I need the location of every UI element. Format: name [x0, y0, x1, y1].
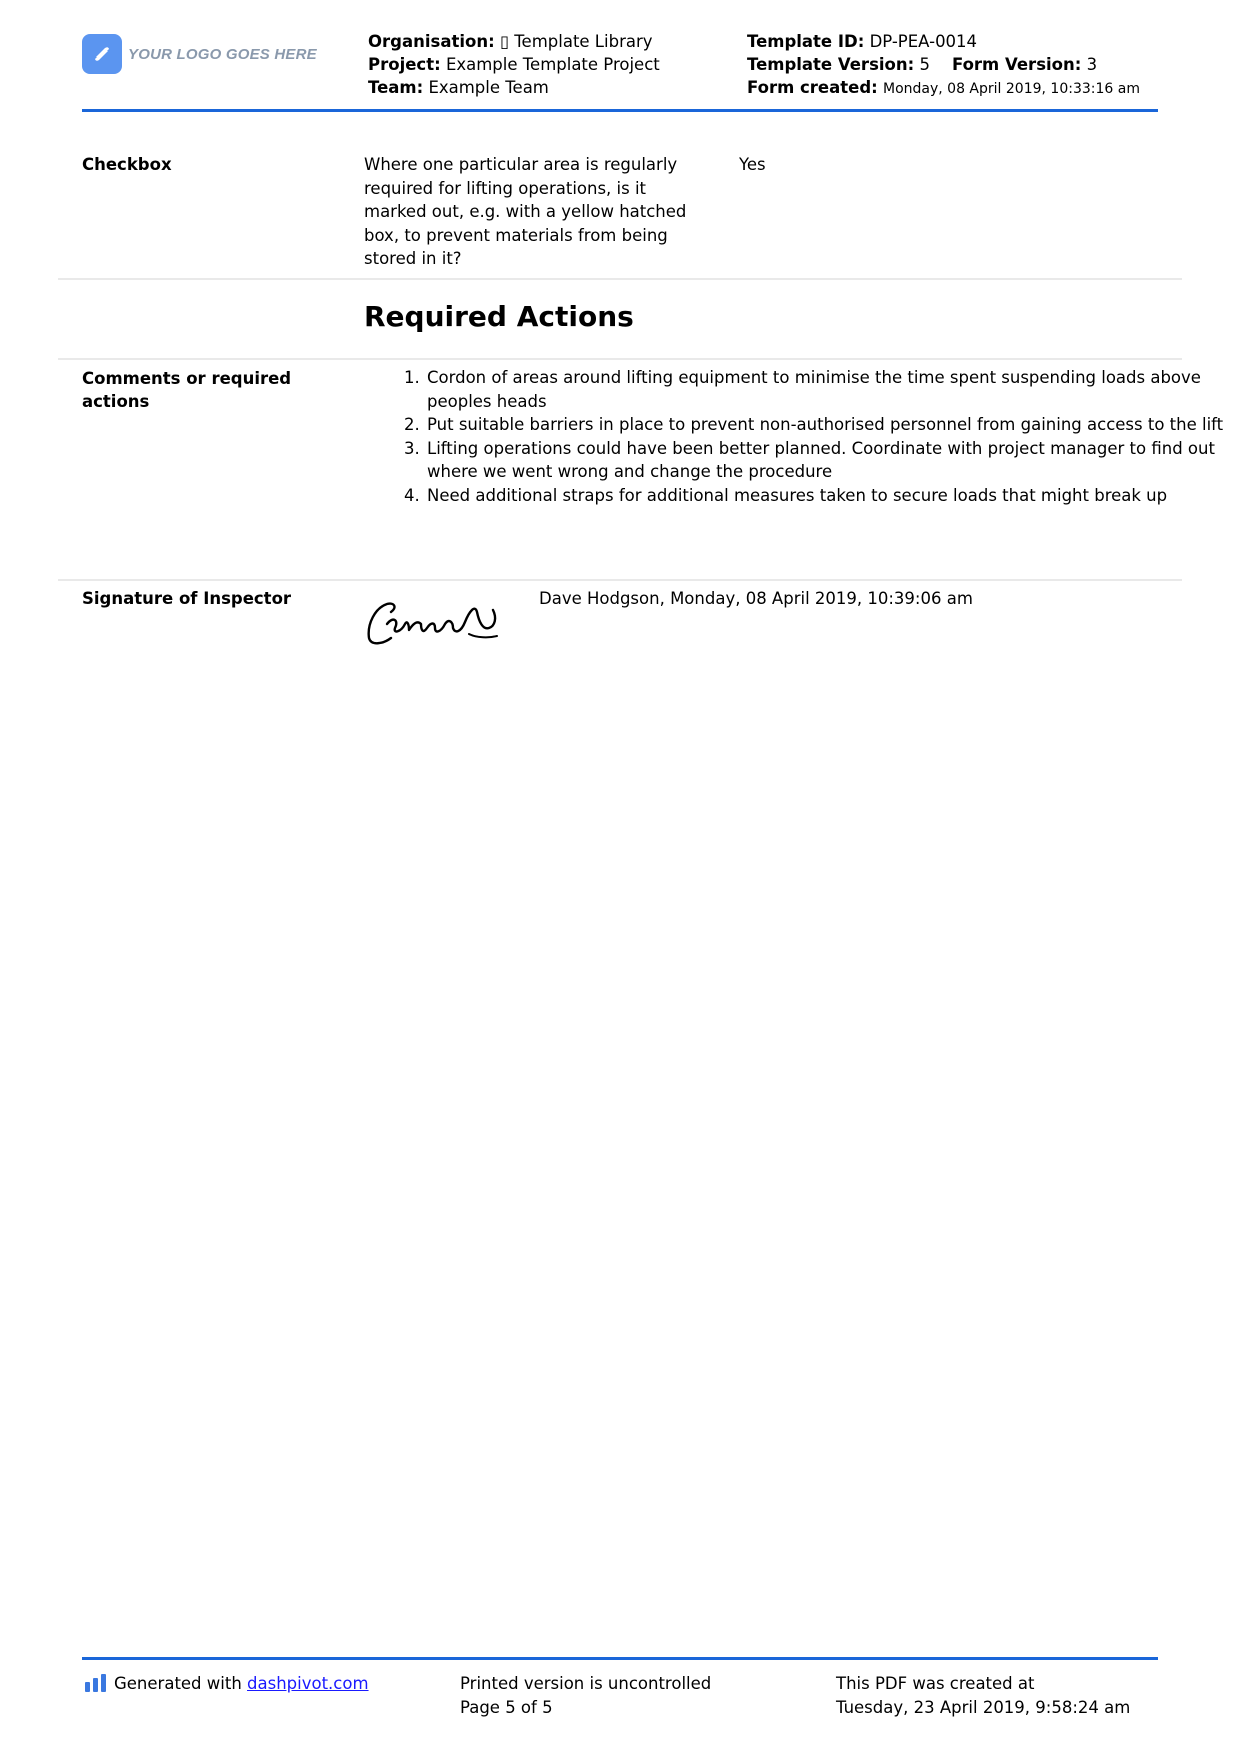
template-version-value: 5 [919, 55, 930, 74]
list-item: 1. Cordon of areas around lifting equipment to minimise the time spent suspending loads above peoples heads [425, 366, 1225, 413]
row-divider [58, 358, 1182, 360]
section-title: Required Actions [364, 300, 634, 333]
generated-prefix: Generated with [114, 1674, 248, 1693]
question-line: Where one particular area is regularly [364, 155, 678, 174]
team-value: Example Team [428, 78, 549, 97]
signature-label: Signature of Inspector [82, 589, 292, 608]
printed-notice: Printed version is uncontrolled [460, 1674, 712, 1693]
page-info: Page 5 of 5 [460, 1697, 553, 1717]
question-line: stored in it? [364, 249, 462, 268]
row-divider [58, 278, 1182, 280]
template-id-value: DP-PEA-0014 [869, 32, 978, 51]
organisation-value: ▯ Template Library [499, 32, 653, 51]
pdf-created-value: Tuesday, 23 April 2019, 9:58:24 am [836, 1697, 1131, 1717]
pdf-created-label: This PDF was created at [836, 1674, 1035, 1693]
form-created-value: Monday, 08 April 2019, 10:33:16 am [883, 81, 1140, 97]
team-label: Team: [368, 78, 424, 97]
question-line: box, to prevent materials from being [364, 225, 668, 245]
list-item: 3. Lifting operations could have been better planned. Coordinate with project manager to find out where we went wrong and change the procedure [425, 437, 1225, 484]
form-version-value: 3 [1086, 55, 1098, 74]
form-created-label: Form created: [747, 78, 878, 97]
dashpivot-link[interactable]: dashpivot.com [247, 1674, 369, 1693]
organisation-label: Organisation: [368, 32, 495, 51]
document-header [82, 30, 1158, 110]
checkbox-question [364, 153, 724, 271]
header-divider [82, 109, 1158, 112]
logo-mark-icon [82, 34, 122, 74]
bar-chart-icon [84, 1674, 108, 1699]
comments-label [82, 367, 291, 413]
list-item: 2. Put suitable barriers in place to prevent non-authorised personnel from gaining access to the lift [425, 413, 1225, 437]
list-item: 4. Need additional straps for additional measures taken to secure loads that might break up [425, 484, 1225, 508]
header-template-info [747, 30, 1140, 101]
project-label: Project: [368, 55, 441, 74]
footer-print-info [460, 1672, 711, 1719]
footer-divider [82, 1657, 1158, 1660]
inspector-signature [365, 594, 501, 650]
signed-by-text: Dave Hodgson, Monday, 08 April 2019, 10:39:06 am [539, 589, 973, 608]
footer-generated [84, 1672, 369, 1699]
form-version-label: Form Version: [951, 55, 1082, 74]
project-value: Example Template Project [445, 55, 660, 74]
question-line: marked out, e.g. with a yellow hatched [364, 202, 687, 221]
header-project-info [368, 30, 660, 99]
company-logo [82, 34, 317, 74]
footer-pdf-created [836, 1672, 1130, 1719]
comments-label-line: Comments or required [82, 369, 292, 388]
row-divider [58, 579, 1182, 581]
logo-text: YOUR LOGO GOES HERE [128, 45, 317, 63]
template-id-label: Template ID: [747, 32, 865, 51]
checkbox-label: Checkbox [82, 155, 172, 174]
required-actions-list [364, 366, 1225, 507]
template-version-label: Template Version: [747, 55, 915, 74]
checkbox-answer: Yes [739, 155, 766, 174]
comments-label-line: actions [82, 392, 150, 411]
question-line: required for lifting operations, is it [364, 178, 647, 198]
